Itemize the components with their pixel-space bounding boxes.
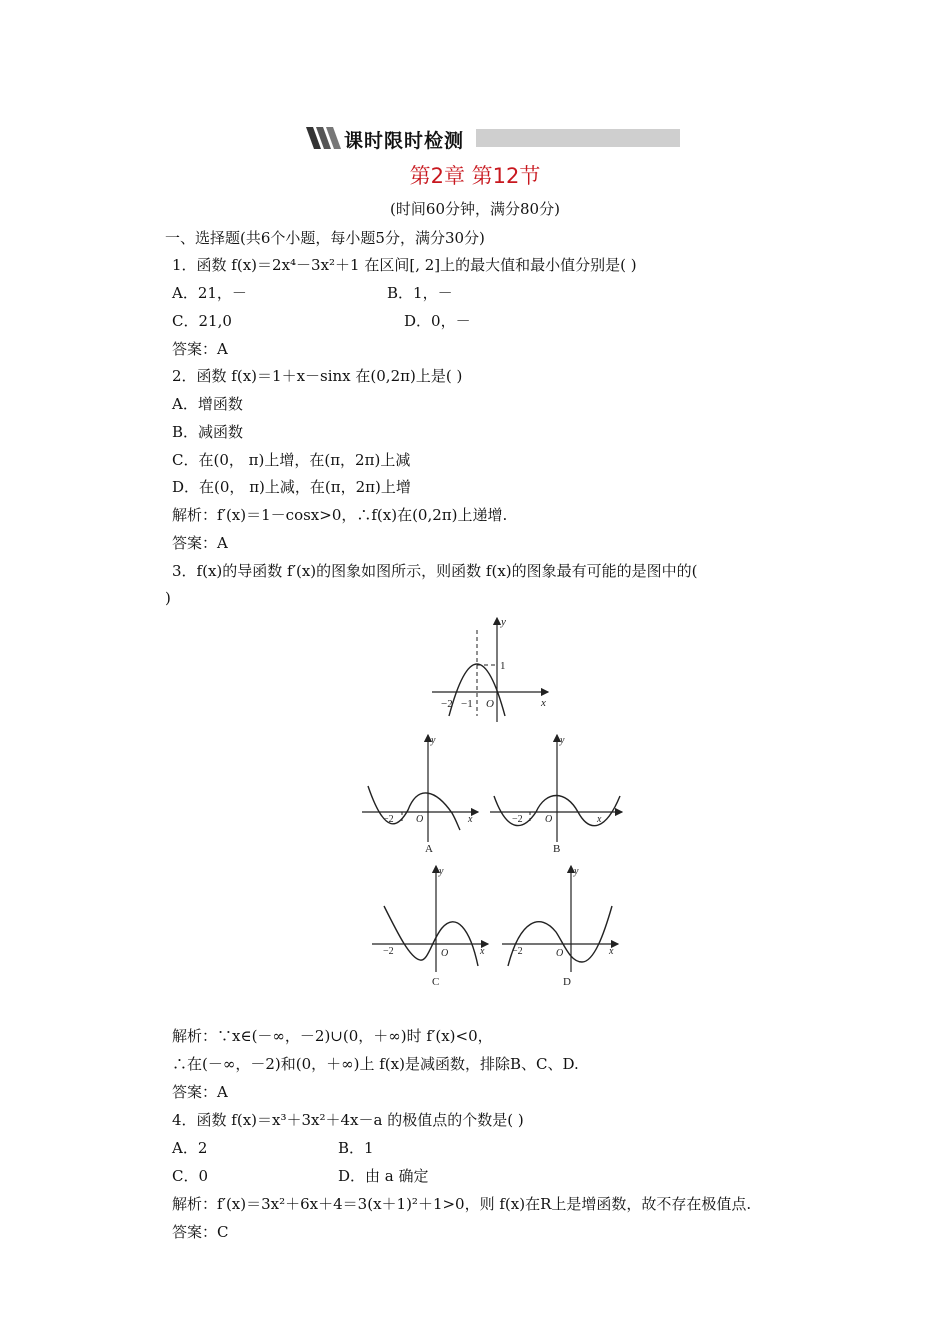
q2-option-b: B．减函数 bbox=[172, 423, 244, 441]
graph-d-label: D bbox=[563, 976, 571, 988]
q4-analysis: 解析：f′(x)＝3x²＋6x＋4＝3(x＋1)²＋1>0，则 f(x)在R上是增函数，故不存在极值点. bbox=[172, 1195, 752, 1213]
y-axis-label: y bbox=[501, 616, 506, 628]
origin-label: O bbox=[486, 698, 494, 710]
graph-a-origin: O bbox=[416, 814, 424, 825]
graph-d-tick: −2 bbox=[512, 946, 523, 957]
q2-analysis: 解析：f′(x)＝1－cosx>0，∴f(x)在(0,2π)上递增. bbox=[172, 506, 508, 524]
q3-analysis-2: ∴在(－∞，－2)和(0，＋∞)上 f(x)是减函数，排除B、C、D. bbox=[172, 1055, 579, 1073]
graph-a-tick: −2 bbox=[383, 814, 394, 825]
q2-option-c: C．在(0， π)上增，在(π，2π)上减 bbox=[172, 451, 411, 469]
section-heading: 一、选择题(共6个小题，每小题5分，满分30分) bbox=[165, 229, 485, 247]
graph-b-x-label: x bbox=[597, 814, 602, 825]
graph-d-y-label: y bbox=[574, 866, 579, 877]
q2-option-d: D．在(0， π)上减，在(π，2π)上增 bbox=[172, 478, 411, 496]
graph-d-origin: O bbox=[556, 948, 564, 959]
q2-answer: 答案：A bbox=[172, 534, 228, 552]
q1-option-a: A．21，－ bbox=[172, 284, 247, 302]
graph-d-x-label: x bbox=[609, 946, 614, 957]
q4-stem: 4．函数 f(x)＝x³＋3x²＋4x－a 的极值点的个数是( ) bbox=[172, 1111, 524, 1129]
tick-neg2: −2 bbox=[441, 698, 453, 710]
graph-a-x-label: x bbox=[468, 814, 473, 825]
q2-option-a: A．增函数 bbox=[172, 395, 243, 413]
x-axis-label: x bbox=[541, 697, 546, 709]
tick-1: 1 bbox=[500, 660, 506, 672]
graph-c-label: C bbox=[432, 976, 440, 988]
graph-b-tick: −2 bbox=[512, 814, 523, 825]
banner-bar bbox=[476, 129, 680, 147]
graph-b-y-label: y bbox=[560, 735, 565, 746]
graph-b-label: B bbox=[553, 843, 561, 855]
q1-option-d: D．0，－ bbox=[404, 312, 471, 330]
q3-stem-end: ) bbox=[165, 589, 171, 607]
graph-a bbox=[362, 735, 478, 855]
graph-c-origin: O bbox=[441, 948, 449, 959]
graph-c-x-label: x bbox=[480, 946, 485, 957]
banner-stripes-icon bbox=[306, 127, 346, 149]
derivative-graph bbox=[432, 616, 548, 722]
q4-option-a: A．2 bbox=[172, 1139, 208, 1157]
graph-b bbox=[490, 735, 622, 855]
q1-option-c: C．21,0 bbox=[172, 312, 232, 330]
time-limit: (时间60分钟，满分80分) bbox=[390, 200, 560, 218]
q4-option-c: C．0 bbox=[172, 1167, 209, 1185]
q3-answer: 答案：A bbox=[172, 1083, 228, 1101]
graph-c-y-label: y bbox=[439, 866, 444, 877]
chapter-title: 第2章 第12节 bbox=[409, 164, 541, 188]
graph-c bbox=[372, 866, 488, 988]
q1-stem: 1．函数 f(x)＝2x⁴－3x²＋1 在区间[, 2]上的最大值和最小值分别是( ) bbox=[172, 256, 637, 274]
section-banner bbox=[306, 127, 680, 152]
q3-stem: 3．f(x)的导函数 f′(x)的图象如图所示，则函数 f(x)的图象最有可能的是图中的( bbox=[172, 562, 698, 580]
graph-a-y-label: y bbox=[431, 735, 436, 746]
q3-analysis-1: 解析：∵x∈(－∞，－2)∪(0，＋∞)时 f′(x)<0， bbox=[172, 1027, 493, 1045]
graph-a-label: A bbox=[425, 843, 433, 855]
q4-option-d: D．由 a 确定 bbox=[338, 1167, 429, 1185]
graph-b-origin: O bbox=[545, 814, 553, 825]
q4-answer: 答案：C bbox=[172, 1223, 229, 1241]
tick-neg1: −1 bbox=[461, 698, 473, 710]
graph-c-tick: −2 bbox=[383, 946, 394, 957]
q2-stem: 2．函数 f(x)＝1＋x－sinx 在(0,2π)上是( ) bbox=[172, 367, 463, 385]
banner-title: 课时限时检测 bbox=[344, 130, 465, 152]
q1-answer: 答案：A bbox=[172, 340, 228, 358]
q4-option-b: B．1 bbox=[338, 1139, 374, 1157]
graph-d bbox=[502, 866, 618, 988]
q1-option-b: B．1，－ bbox=[387, 284, 453, 302]
